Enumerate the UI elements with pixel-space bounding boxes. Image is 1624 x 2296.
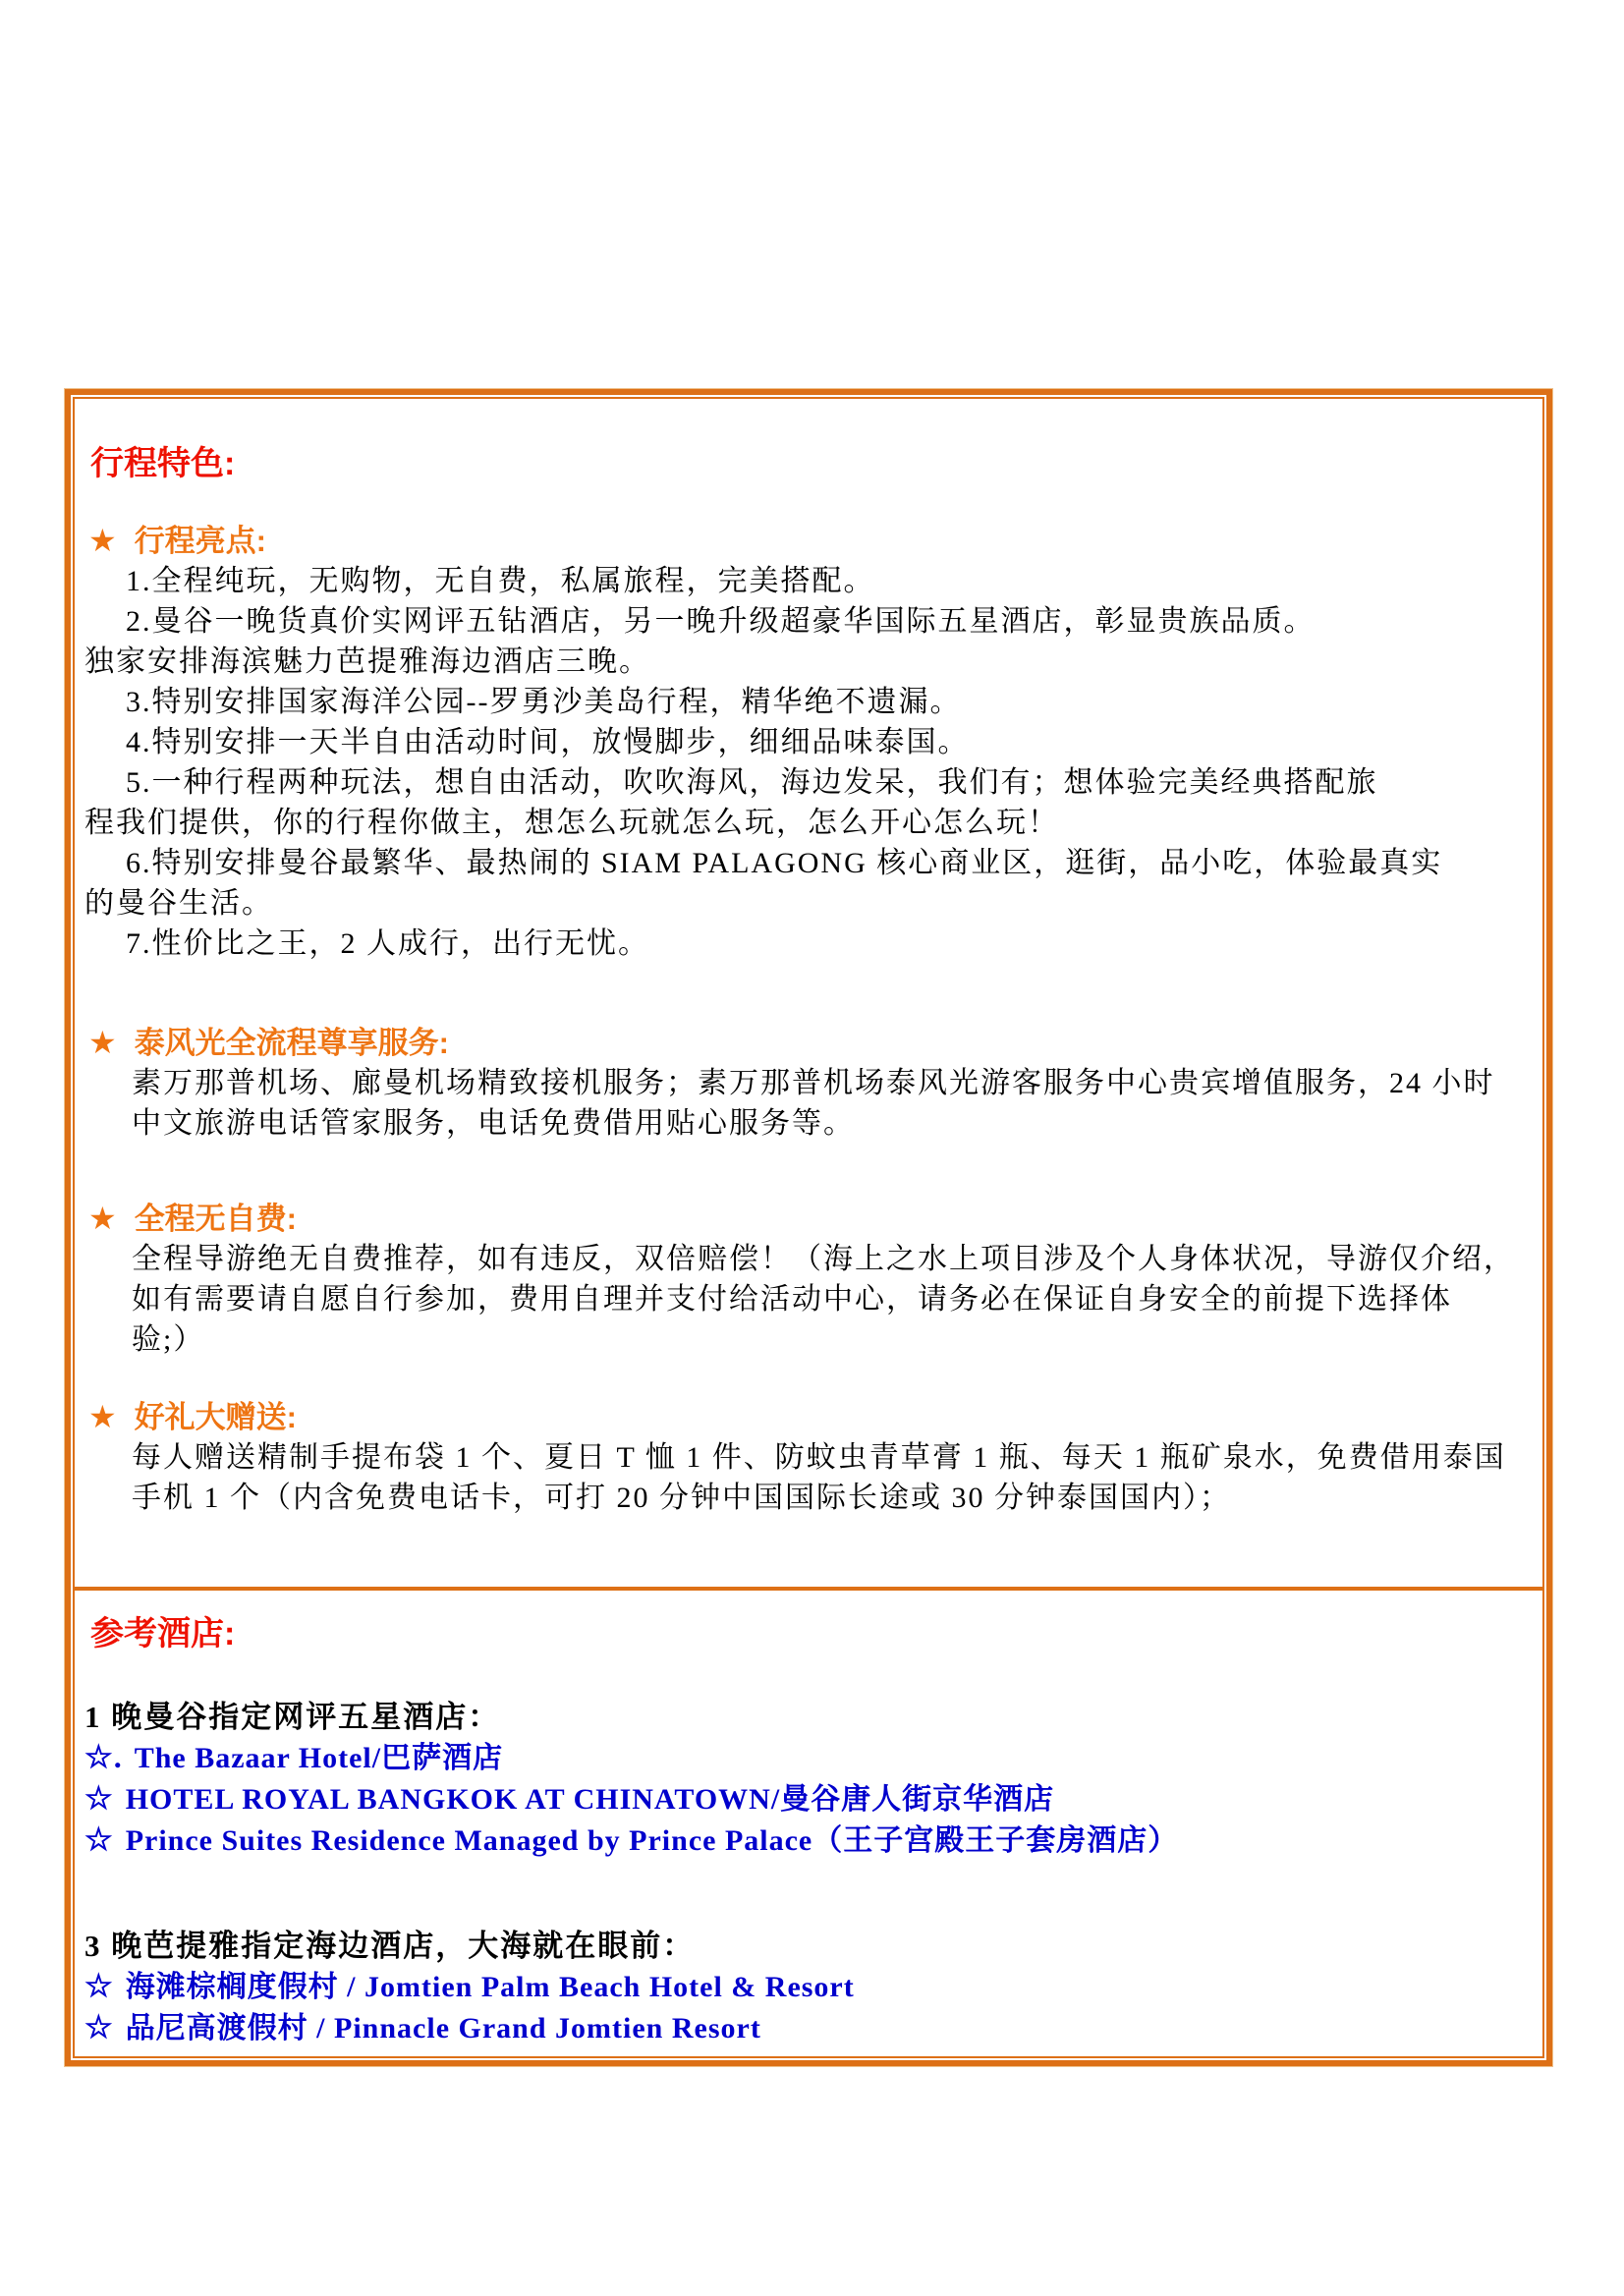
- feature-line: 验;）: [132, 1323, 205, 1356]
- hotel-group-heading-bangkok: 1 晚曼谷指定网评五星酒店：: [84, 1700, 501, 1734]
- feature-line: 程我们提供，你的行程你做主，想怎么玩就怎么玩，怎么开心怎么玩！: [84, 807, 1059, 839]
- hotels-section-title: 参考酒店:: [90, 1615, 236, 1652]
- block-heading-gifts: [88, 1397, 1519, 1437]
- star-icon: ★: [88, 1025, 117, 1060]
- feature-line: 独家安排海滨魅力芭提雅海边酒店三晚。: [84, 645, 650, 678]
- hotel-item-label: 海滩棕榈度假村 / Jomtien Palm Beach Hotel & Resort: [125, 1971, 855, 2003]
- block-heading-label: 全程无自费:: [134, 1202, 298, 1236]
- feature-line: 2.曼谷一晚货真价实网评五钻酒店，另一晚升级超豪华国际五星酒店，彰显贵族品质。: [126, 605, 1316, 638]
- feature-line: 每人赠送精制手提布袋 1 个、夏日 T 恤 1 件、防蚊虫青草膏 1 瓶、每天 1 瓶矿泉水，免费借用泰国: [132, 1441, 1506, 1474]
- feature-line: 6.特别安排曼谷最繁华、最热闹的 SIAM PALAGONG 核心商业区，逛街，品小吃，体验最真实: [126, 847, 1443, 879]
- star-icon: ★: [88, 1399, 117, 1434]
- document-frame-inner: [73, 397, 1544, 2058]
- feature-line: 手机 1 个（内含免费电话卡，可打 20 分钟中国国际长途或 30 分钟泰国国内）；: [132, 1482, 1231, 1514]
- block-heading-label: 行程亮点:: [134, 524, 267, 558]
- star-icon: ★: [88, 1201, 117, 1236]
- document-frame: [65, 389, 1552, 2066]
- feature-line: 5.一种行程两种玩法，想自由活动，吹吹海风，海边发呆，我们有；想体验完美经典搭配旅: [126, 766, 1378, 799]
- feature-line: 4.特别安排一天半自由活动时间，放慢脚步，细细品味泰国。: [126, 726, 970, 758]
- hotel-item: [84, 1820, 1519, 1861]
- feature-line: 的曼谷生活。: [84, 887, 273, 920]
- hotel-item-label: The Bazaar Hotel/巴萨酒店: [134, 1742, 504, 1774]
- block-heading-label: 泰风光全流程尊享服务:: [134, 1026, 450, 1060]
- feature-line: 中文旅游电话管家服务，电话免费借用贴心服务等。: [132, 1107, 855, 1140]
- block-heading-label: 好礼大赠送:: [134, 1400, 298, 1434]
- section-itinerary-features: [75, 399, 1542, 1587]
- features-section-title: 行程特色:: [90, 445, 236, 482]
- hollow-star-icon: ☆: [84, 1968, 114, 2003]
- hollow-star-icon: ☆.: [84, 1739, 123, 1774]
- hotel-item: [84, 2007, 1519, 2048]
- feature-line: 如有需要请自愿自行参加，费用自理并支付给活动中心，请务必在保证自身安全的前提下选择体: [132, 1283, 1452, 1316]
- star-icon: ★: [88, 523, 117, 558]
- hollow-star-icon: ☆: [84, 2009, 114, 2044]
- hotel-item-label: HOTEL ROYAL BANGKOK AT CHINATOWN/曼谷唐人街京华酒店: [125, 1783, 1055, 1816]
- feature-line: 1.全程纯玩，无购物，无自费，私属旅程，完美搭配。: [126, 565, 875, 597]
- hotel-item: [84, 1966, 1519, 2007]
- feature-line: 7.性价比之王，2 人成行，出行无忧。: [126, 927, 649, 960]
- hotel-item-label: 品尼高渡假村 / Pinnacle Grand Jomtien Resort: [125, 2012, 761, 2044]
- hotel-group-heading-pattaya: 3 晚芭提雅指定海边酒店，大海就在眼前：: [84, 1929, 696, 1963]
- feature-line: 全程导游绝无自费推荐，如有违反，双倍赔偿！（海上之水上项目涉及个人身体状况，导游仅介绍，: [132, 1243, 1515, 1275]
- hotel-item: [84, 1778, 1519, 1820]
- hotel-item: [84, 1737, 1519, 1778]
- hollow-star-icon: ☆: [84, 1821, 114, 1857]
- section-reference-hotels: [75, 1587, 1542, 2056]
- feature-line: 素万那普机场、廊曼机场精致接机服务；素万那普机场泰风光游客服务中心贵宾增值服务，24 小时: [132, 1067, 1495, 1099]
- block-heading-highlights: [88, 521, 1519, 561]
- block-heading-service: [88, 1023, 1519, 1063]
- hotel-item-label: Prince Suites Residence Managed by Prince Palace（王子宫殿王子套房酒店）: [125, 1824, 1179, 1857]
- feature-line: 3.特别安排国家海洋公园--罗勇沙美岛行程，精华绝不遗漏。: [126, 686, 962, 718]
- hollow-star-icon: ☆: [84, 1780, 114, 1816]
- block-heading-no-self-pay: [88, 1199, 1519, 1239]
